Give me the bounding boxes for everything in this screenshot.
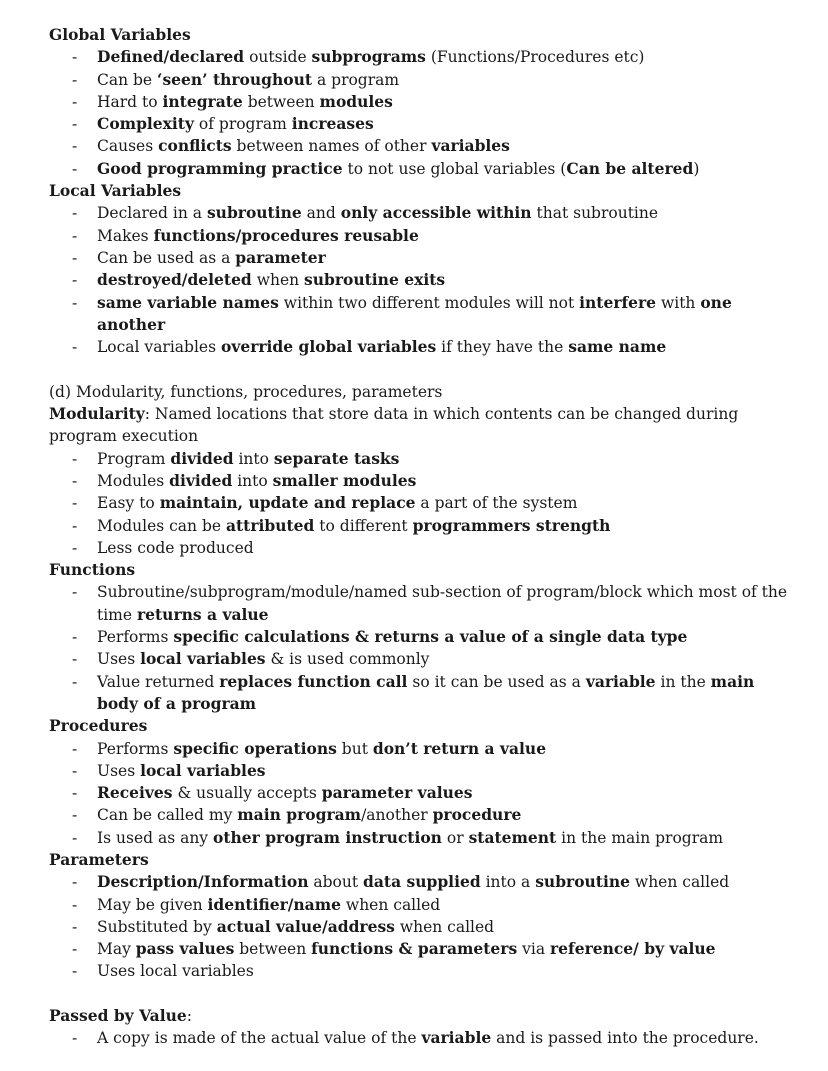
bullet-list bbox=[49, 1027, 788, 1049]
bold-text: variable bbox=[421, 1028, 492, 1048]
list-item bbox=[72, 113, 788, 135]
text: into bbox=[232, 471, 273, 490]
dash-bullet-icon: - bbox=[72, 538, 78, 557]
bold-text: parameter bbox=[235, 247, 326, 267]
bold-text: main program bbox=[237, 805, 362, 825]
text: a program bbox=[312, 70, 400, 89]
bold-text: subroutine bbox=[206, 203, 302, 223]
bold-text: other program instruction bbox=[213, 827, 442, 847]
text: & is used commonly bbox=[265, 650, 430, 669]
text: via bbox=[517, 940, 551, 959]
bold-text: increases bbox=[291, 114, 374, 134]
text: & usually accepts bbox=[172, 784, 322, 803]
list-item bbox=[72, 135, 788, 157]
dash-bullet-icon: - bbox=[72, 70, 78, 89]
section-global-variables bbox=[49, 24, 788, 180]
bold-text: Can be altered bbox=[566, 158, 694, 178]
bullet-list bbox=[49, 738, 788, 849]
text: to not use global variables ( bbox=[342, 159, 567, 178]
text: Can be used as a bbox=[97, 248, 236, 267]
section-heading bbox=[49, 381, 788, 403]
text: that subroutine bbox=[531, 204, 659, 223]
text: in the bbox=[655, 672, 711, 691]
dash-bullet-icon: - bbox=[72, 583, 78, 602]
bold-text: don’t return a value bbox=[372, 738, 547, 758]
list-item bbox=[72, 782, 788, 804]
section-heading bbox=[49, 849, 788, 871]
section-procedures bbox=[49, 715, 788, 849]
bold-text: conflicts bbox=[158, 136, 232, 156]
bold-text: returns a value bbox=[136, 604, 269, 624]
text: or bbox=[441, 828, 469, 847]
bullet-list bbox=[49, 581, 788, 715]
text: when called bbox=[394, 917, 495, 936]
bold-text: local variables bbox=[140, 649, 266, 669]
bold-text: one another bbox=[97, 292, 732, 334]
list-item bbox=[72, 292, 788, 337]
bold-text: maintain, update and replace bbox=[159, 493, 416, 513]
bold-text: Passed by Value bbox=[49, 1006, 187, 1026]
text: outside bbox=[244, 48, 312, 67]
list-item bbox=[72, 671, 788, 716]
dash-bullet-icon: - bbox=[72, 895, 78, 914]
list-item bbox=[72, 269, 788, 291]
bold-text: data supplied bbox=[363, 872, 481, 892]
text: Modules can be bbox=[97, 516, 226, 535]
bullet-list bbox=[49, 202, 788, 358]
bold-text: replaces function call bbox=[219, 671, 408, 691]
bold-text: Functions bbox=[49, 560, 136, 580]
dash-bullet-icon: - bbox=[72, 471, 78, 490]
bold-text: reference/ by value bbox=[550, 939, 716, 959]
text: Uses bbox=[97, 650, 141, 669]
bold-text: divided bbox=[170, 448, 234, 468]
text: Can be called my bbox=[97, 806, 238, 825]
bold-text: smaller modules bbox=[272, 470, 417, 490]
blank-line bbox=[49, 983, 788, 1005]
bold-text: Local Variables bbox=[49, 181, 182, 201]
text: Hard to bbox=[97, 92, 163, 111]
bold-text: Complexity bbox=[97, 114, 194, 134]
text: Uses bbox=[97, 761, 141, 780]
dash-bullet-icon: - bbox=[72, 449, 78, 468]
bold-text: ‘seen’ throughout bbox=[157, 69, 313, 89]
text: Substituted by bbox=[97, 917, 217, 936]
text: Performs bbox=[97, 628, 174, 647]
list-item bbox=[72, 827, 788, 849]
text: a part of the system bbox=[415, 494, 578, 513]
text: ) bbox=[693, 159, 700, 178]
text: and bbox=[301, 204, 341, 223]
dash-bullet-icon: - bbox=[72, 962, 78, 981]
dash-bullet-icon: - bbox=[72, 940, 78, 959]
dash-bullet-icon: - bbox=[72, 761, 78, 780]
bold-text: procedure bbox=[432, 805, 522, 825]
text: of program bbox=[193, 115, 292, 134]
section-heading bbox=[49, 559, 788, 581]
text: into bbox=[233, 449, 274, 468]
dash-bullet-icon: - bbox=[72, 628, 78, 647]
list-item bbox=[72, 247, 788, 269]
text: between names of other bbox=[231, 137, 432, 156]
bold-text: Parameters bbox=[49, 849, 149, 869]
dash-bullet-icon: - bbox=[72, 1029, 78, 1048]
bold-text: override global variables bbox=[220, 337, 437, 357]
bold-text: subroutine bbox=[535, 872, 630, 892]
text: Makes bbox=[97, 226, 154, 245]
bold-text: Defined/declared bbox=[97, 47, 245, 67]
bold-text: Modularity bbox=[49, 404, 145, 424]
section-parameters bbox=[49, 849, 788, 1005]
text: when called bbox=[630, 873, 730, 892]
list-item bbox=[72, 202, 788, 224]
dash-bullet-icon: - bbox=[72, 293, 78, 312]
list-item bbox=[72, 448, 788, 470]
dash-bullet-icon: - bbox=[72, 828, 78, 847]
bold-text: same name bbox=[568, 337, 667, 357]
text: so it can be used as a bbox=[407, 672, 586, 691]
bold-text: local variables bbox=[140, 760, 266, 780]
text: Is used as any bbox=[97, 828, 213, 847]
bold-text: programmers strength bbox=[412, 515, 611, 535]
text: : bbox=[186, 1007, 192, 1026]
bold-text: subprograms bbox=[311, 47, 426, 67]
dash-bullet-icon: - bbox=[72, 338, 78, 357]
bold-text: variables bbox=[431, 136, 510, 156]
bold-text: interfere bbox=[579, 292, 657, 312]
bold-text: functions & parameters bbox=[311, 939, 518, 959]
list-item bbox=[72, 804, 788, 826]
text: when called bbox=[341, 895, 441, 914]
bold-text: integrate bbox=[162, 91, 243, 111]
text: Declared in a bbox=[97, 204, 207, 223]
list-item bbox=[72, 581, 788, 626]
bold-text: Description/Information bbox=[97, 872, 309, 892]
bold-text: Procedures bbox=[49, 716, 148, 736]
dash-bullet-icon: - bbox=[72, 873, 78, 892]
text: Local variables bbox=[97, 338, 221, 357]
list-item bbox=[72, 760, 788, 782]
text: Subroutine/subprogram/module/named sub-section of program/block which most of the time bbox=[97, 583, 788, 624]
dash-bullet-icon: - bbox=[72, 516, 78, 535]
section-heading bbox=[49, 1005, 788, 1027]
dash-bullet-icon: - bbox=[72, 92, 78, 111]
bold-text: only accessible within bbox=[340, 203, 532, 223]
list-item bbox=[72, 960, 788, 982]
section-heading bbox=[49, 24, 788, 46]
section-heading bbox=[49, 180, 788, 202]
bold-text: main body of a program bbox=[97, 671, 755, 713]
dash-bullet-icon: - bbox=[72, 739, 78, 758]
bold-text: variable bbox=[585, 671, 656, 691]
text: within two different modules will not bbox=[278, 293, 580, 312]
text: Uses local variables bbox=[97, 962, 254, 981]
dash-bullet-icon: - bbox=[72, 159, 78, 178]
dash-bullet-icon: - bbox=[72, 48, 78, 67]
bold-text: specific operations bbox=[173, 738, 337, 758]
list-item bbox=[72, 537, 788, 559]
text: and is passed into the procedure. bbox=[491, 1029, 759, 1048]
dash-bullet-icon: - bbox=[72, 672, 78, 691]
section-modularity bbox=[49, 403, 788, 559]
bold-text: Receives bbox=[97, 783, 173, 803]
text: when bbox=[251, 271, 305, 290]
list-item bbox=[72, 91, 788, 113]
bold-text: parameter values bbox=[321, 783, 473, 803]
bold-text: pass values bbox=[135, 939, 235, 959]
text: (Functions/Procedures etc) bbox=[425, 48, 645, 67]
dash-bullet-icon: - bbox=[72, 494, 78, 513]
text: if they have the bbox=[436, 338, 569, 357]
bold-text: divided bbox=[169, 470, 233, 490]
text: Performs bbox=[97, 739, 174, 758]
bullet-list bbox=[49, 871, 788, 982]
dash-bullet-icon: - bbox=[72, 650, 78, 669]
bold-text: Good programming practice bbox=[97, 158, 343, 178]
section-modularity-title bbox=[49, 381, 788, 403]
dash-bullet-icon: - bbox=[72, 204, 78, 223]
dash-bullet-icon: - bbox=[72, 137, 78, 156]
list-item bbox=[72, 470, 788, 492]
section-heading bbox=[49, 403, 788, 448]
dash-bullet-icon: - bbox=[72, 248, 78, 267]
bold-text: functions/procedures reusable bbox=[153, 225, 419, 245]
text: about bbox=[308, 873, 364, 892]
dash-bullet-icon: - bbox=[72, 806, 78, 825]
list-item bbox=[72, 916, 788, 938]
text: /another bbox=[361, 806, 433, 825]
list-item bbox=[72, 626, 788, 648]
dash-bullet-icon: - bbox=[72, 784, 78, 803]
bold-text: specific calculations & returns a value of a single data type bbox=[173, 627, 688, 647]
bold-text: identifier/name bbox=[207, 894, 341, 914]
section-functions bbox=[49, 559, 788, 715]
bold-text: attributed bbox=[225, 515, 315, 535]
text: in the main program bbox=[556, 828, 724, 847]
blank-line bbox=[49, 358, 788, 380]
list-item bbox=[72, 46, 788, 68]
section-local-variables bbox=[49, 180, 788, 381]
text: but bbox=[336, 739, 373, 758]
text: between bbox=[242, 92, 320, 111]
text: Less code produced bbox=[97, 538, 254, 557]
list-item bbox=[72, 492, 788, 514]
text: between bbox=[234, 940, 312, 959]
bold-text: Global Variables bbox=[49, 25, 191, 44]
text: Causes bbox=[97, 137, 159, 156]
text: with bbox=[656, 293, 701, 312]
dash-bullet-icon: - bbox=[72, 115, 78, 134]
text: Program bbox=[97, 449, 171, 468]
dash-bullet-icon: - bbox=[72, 917, 78, 936]
text: May bbox=[97, 940, 136, 959]
bold-text: modules bbox=[319, 91, 393, 111]
list-item bbox=[72, 158, 788, 180]
list-item bbox=[72, 336, 788, 358]
section-passed-by-value bbox=[49, 1005, 788, 1050]
bullet-list bbox=[49, 46, 788, 180]
text: Easy to bbox=[97, 494, 160, 513]
list-item bbox=[72, 938, 788, 960]
list-item bbox=[72, 515, 788, 537]
bold-text: destroyed/deleted bbox=[97, 270, 252, 290]
bold-text: subroutine exits bbox=[304, 270, 446, 290]
list-item bbox=[72, 894, 788, 916]
list-item bbox=[72, 1027, 788, 1049]
text: A copy is made of the actual value of the bbox=[97, 1029, 422, 1048]
section-heading bbox=[49, 715, 788, 737]
text: Modules bbox=[97, 471, 170, 490]
text: Can be bbox=[97, 70, 158, 89]
dash-bullet-icon: - bbox=[72, 271, 78, 290]
bullet-list bbox=[49, 448, 788, 559]
bold-text: separate tasks bbox=[273, 448, 400, 468]
text: May be given bbox=[97, 895, 208, 914]
list-item bbox=[72, 648, 788, 670]
bold-text: statement bbox=[468, 827, 557, 847]
text: : Named locations that store data in which contents can be changed during program execution bbox=[49, 405, 739, 446]
text: Value returned bbox=[97, 672, 220, 691]
text: to different bbox=[314, 516, 413, 535]
text: into a bbox=[480, 873, 536, 892]
dash-bullet-icon: - bbox=[72, 226, 78, 245]
list-item bbox=[72, 69, 788, 91]
list-item bbox=[72, 225, 788, 247]
list-item bbox=[72, 871, 788, 893]
bold-text: actual value/address bbox=[216, 916, 395, 936]
text: (d) Modularity, functions, procedures, parameters bbox=[49, 382, 443, 401]
bold-text: same variable names bbox=[97, 292, 279, 312]
list-item bbox=[72, 738, 788, 760]
